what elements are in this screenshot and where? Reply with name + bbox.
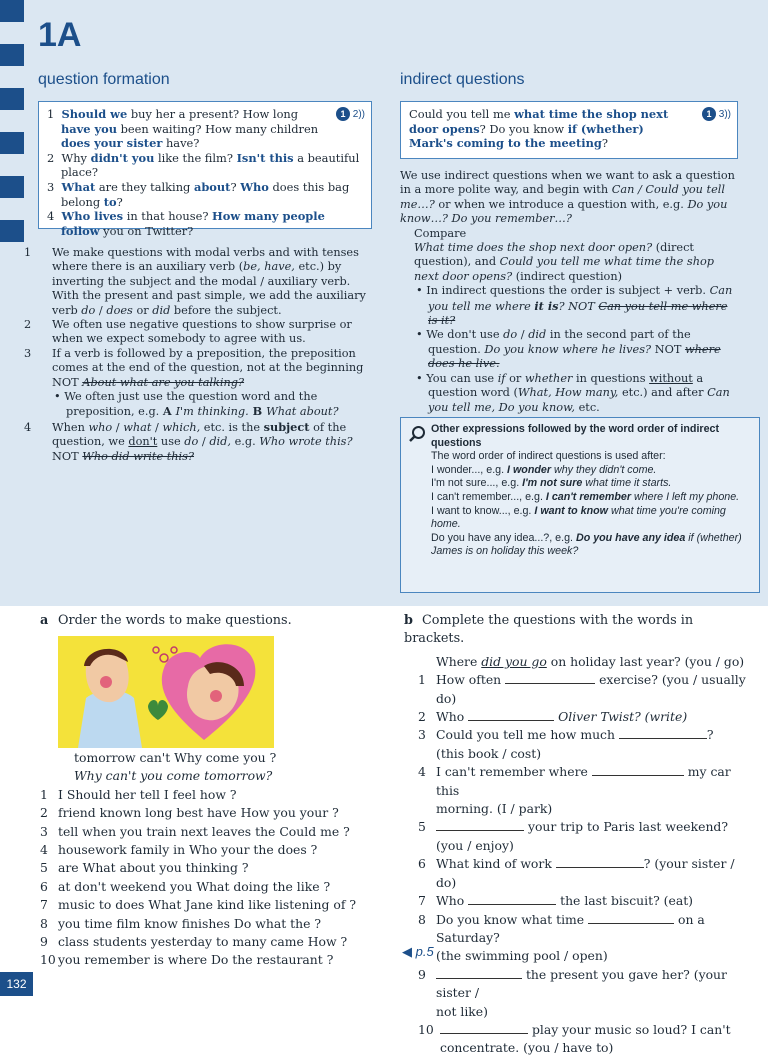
exercise-b-heading: b Complete the questions with the words in brackets. xyxy=(404,613,694,647)
exercise-b-item: 4 I can't remember where my car this morning. (I / park) xyxy=(418,764,731,817)
exercise-a-item: 4 housework family in Who your the does ? xyxy=(40,842,318,858)
answer-blank[interactable] xyxy=(436,968,522,979)
answer-blank[interactable] xyxy=(588,913,674,924)
audio-track-badge[interactable]: 1 2)) xyxy=(336,107,365,123)
example-line: 1 Should we buy her a present? How long have you been waiting? How many children does your sister have? xyxy=(47,107,319,151)
page-number: 132 xyxy=(0,972,33,996)
edge-stripe xyxy=(0,0,24,22)
answer-blank[interactable] xyxy=(468,894,556,905)
exercise-a-item: 5 are What about you thinking ? xyxy=(40,860,249,876)
indirect-question-rules xyxy=(400,169,738,415)
answer-blank[interactable] xyxy=(505,673,595,684)
exercise-a-item: 10 you remember is where Do the restaurant ? xyxy=(40,952,334,968)
exercise-b xyxy=(404,612,754,1058)
rule-item: 4 When who / what / which, etc. is the subject of the question, we don't use do / did, e.g. Who wrote this? NOT Who did write this? xyxy=(24,419,353,463)
example-answer: Why can't you come tomorrow? xyxy=(74,768,273,784)
example-words: tomorrow can't Why come you ? xyxy=(74,750,277,765)
compare-label: Compare xyxy=(414,226,467,240)
magnifier-icon xyxy=(408,425,426,443)
note-item: Do you have any idea...?, e.g. Do you have any idea if (whether) James is on holiday this week? xyxy=(431,531,742,558)
answer-blank[interactable] xyxy=(592,765,684,776)
note-title: Other expressions followed by the word order of indirect questions xyxy=(431,423,720,449)
note-intro: The word order of indirect questions is used after: xyxy=(431,450,666,463)
rule-bullet: • You can use if or whether in questions without a question word (What, How many, etc.) and after Can you tell me, Do you know, etc. xyxy=(416,371,730,414)
exercise-a-item: 6 at don't weekend you What doing the like ? xyxy=(40,878,331,894)
audio-track-badge[interactable]: 1 3)) xyxy=(702,107,731,123)
edge-stripe xyxy=(0,132,24,154)
exercise-b-item: 8 Do you know what time on a Saturday? (the swimming pool / open) xyxy=(418,911,705,964)
exercise-b-item: 6 What kind of work ? (your sister / do) xyxy=(418,856,735,890)
rule-bullet: • We often just use the question word and the preposition, e.g. A I'm thinking. B What about? xyxy=(54,390,339,419)
exercise-a-item: 1 I Should her tell I feel how ? xyxy=(40,786,237,802)
audio-cd-icon: 1 xyxy=(336,107,350,121)
example-line: 4 Who lives in that house? How many people follow you on Twitter? xyxy=(47,209,325,238)
rule-bullet: • In indirect questions the order is subject + verb. Can you tell me where it is? NOT Can you tell me where is it? xyxy=(416,284,733,328)
exercise-b-item: 3 Could you tell me how much ? (this book / cost) xyxy=(418,727,714,761)
exercise-a-heading: a Order the words to make questions. xyxy=(40,613,292,628)
answer-blank[interactable] xyxy=(436,820,524,831)
answer-blank[interactable] xyxy=(440,1023,528,1034)
exercise-a-item: 3 tell when you train next leaves the Could me ? xyxy=(40,823,350,839)
exercise-b-item: 9 the present you gave her? (your sister / not like) xyxy=(418,966,727,1019)
answer-blank[interactable] xyxy=(556,857,644,868)
exercise-b-example: Where did you go on holiday last year? (you / go) xyxy=(436,653,745,669)
back-arrow-icon: ◀ xyxy=(402,944,412,959)
edge-stripe xyxy=(0,220,24,242)
exercise-a-item: 7 music to does What Jane kind like listening of ? xyxy=(40,897,356,913)
rule-intro: We use indirect questions when we want to ask a question in a more polite way, and begin with Can / Could you tell me…? or when we introduce a question with, e.g. Do you know…? Do you remember…? xyxy=(400,169,735,226)
exercise-a-item: 9 class students yesterday to many came How ? xyxy=(40,934,348,950)
section-title-indirect-questions: indirect questions xyxy=(400,71,525,88)
audio-cd-icon: 1 xyxy=(702,107,716,121)
other-expressions-note xyxy=(400,417,760,593)
edge-stripe xyxy=(0,44,24,66)
answer-blank[interactable] xyxy=(619,728,707,739)
exercise-b-item: 5 your trip to Paris last weekend? (you / enjoy) xyxy=(418,819,729,853)
back-link[interactable]: ◀ p.5 xyxy=(402,944,434,959)
edge-stripe xyxy=(0,176,24,198)
exercise-a xyxy=(40,612,370,630)
exercise-a-item: 8 you time film know finishes Do what the ? xyxy=(40,915,322,931)
exercise-b-item: 2 Who Oliver Twist? (write) xyxy=(418,709,688,725)
compare-example: What time does the shop next door open? (direct question), and Could you tell me what time the shop next door opens? (indirect question) xyxy=(414,241,715,283)
rule-bullet: • We don't use do / did in the second part of the question. Do you know where he lives? NOT where does he live. xyxy=(416,328,721,371)
edge-stripe xyxy=(0,88,24,110)
indirect-question-examples xyxy=(400,101,738,159)
exercise-b-item: 10 play your music so loud? I can't concentrate. (you / have to) xyxy=(418,1021,731,1056)
exercise-a-items xyxy=(40,749,370,970)
example-line: Could you tell me what time the shop next door opens? Do you know if (whether) Mark's coming to the meeting? xyxy=(409,107,669,151)
question-formation-examples xyxy=(38,101,372,238)
rule-item: 2 We often use negative questions to show surprise or when we expect somebody to agree with us. xyxy=(24,318,352,346)
note-item: I can't remember..., e.g. I can't remember where I left my phone. xyxy=(431,490,740,503)
unit-title: 1A xyxy=(38,16,82,54)
exercise-a-item: 2 friend known long best have How you your ? xyxy=(40,805,339,821)
exercise-b-item: 7 Who the last biscuit? (eat) xyxy=(418,893,694,909)
couple-illustration xyxy=(58,636,274,748)
section-title-question-formation: question formation xyxy=(38,71,170,88)
rule-item: 1 We make questions with modal verbs and with tenses where there is an auxiliary verb (be, have, etc.) by inverting the subject and the modal / auxiliary verb. With the present and past simple, we add the auxiliary verb do / does or did before the subject. xyxy=(24,246,366,317)
example-line: 3 What are they talking about? Who does this bag belong to? xyxy=(47,179,350,209)
note-item: I want to know..., e.g. I want to know what time you're coming home. xyxy=(431,504,726,531)
question-formation-rules xyxy=(24,246,374,464)
exercise-b-item: 1 How often exercise? (you / usually do) xyxy=(418,672,746,706)
rule-item: 3 If a verb is followed by a preposition, the preposition comes at the end of the question, not at the beginning NOT About what are you talking? xyxy=(24,346,364,389)
answer-blank[interactable] xyxy=(468,710,554,721)
example-line: 2 Why didn't you like the film? Isn't this a beautiful place? xyxy=(47,150,360,180)
note-item: I'm not sure..., e.g. I'm not sure what time it starts. xyxy=(431,477,672,490)
note-item: I wonder..., e.g. I wonder why they didn't come. xyxy=(431,463,657,476)
